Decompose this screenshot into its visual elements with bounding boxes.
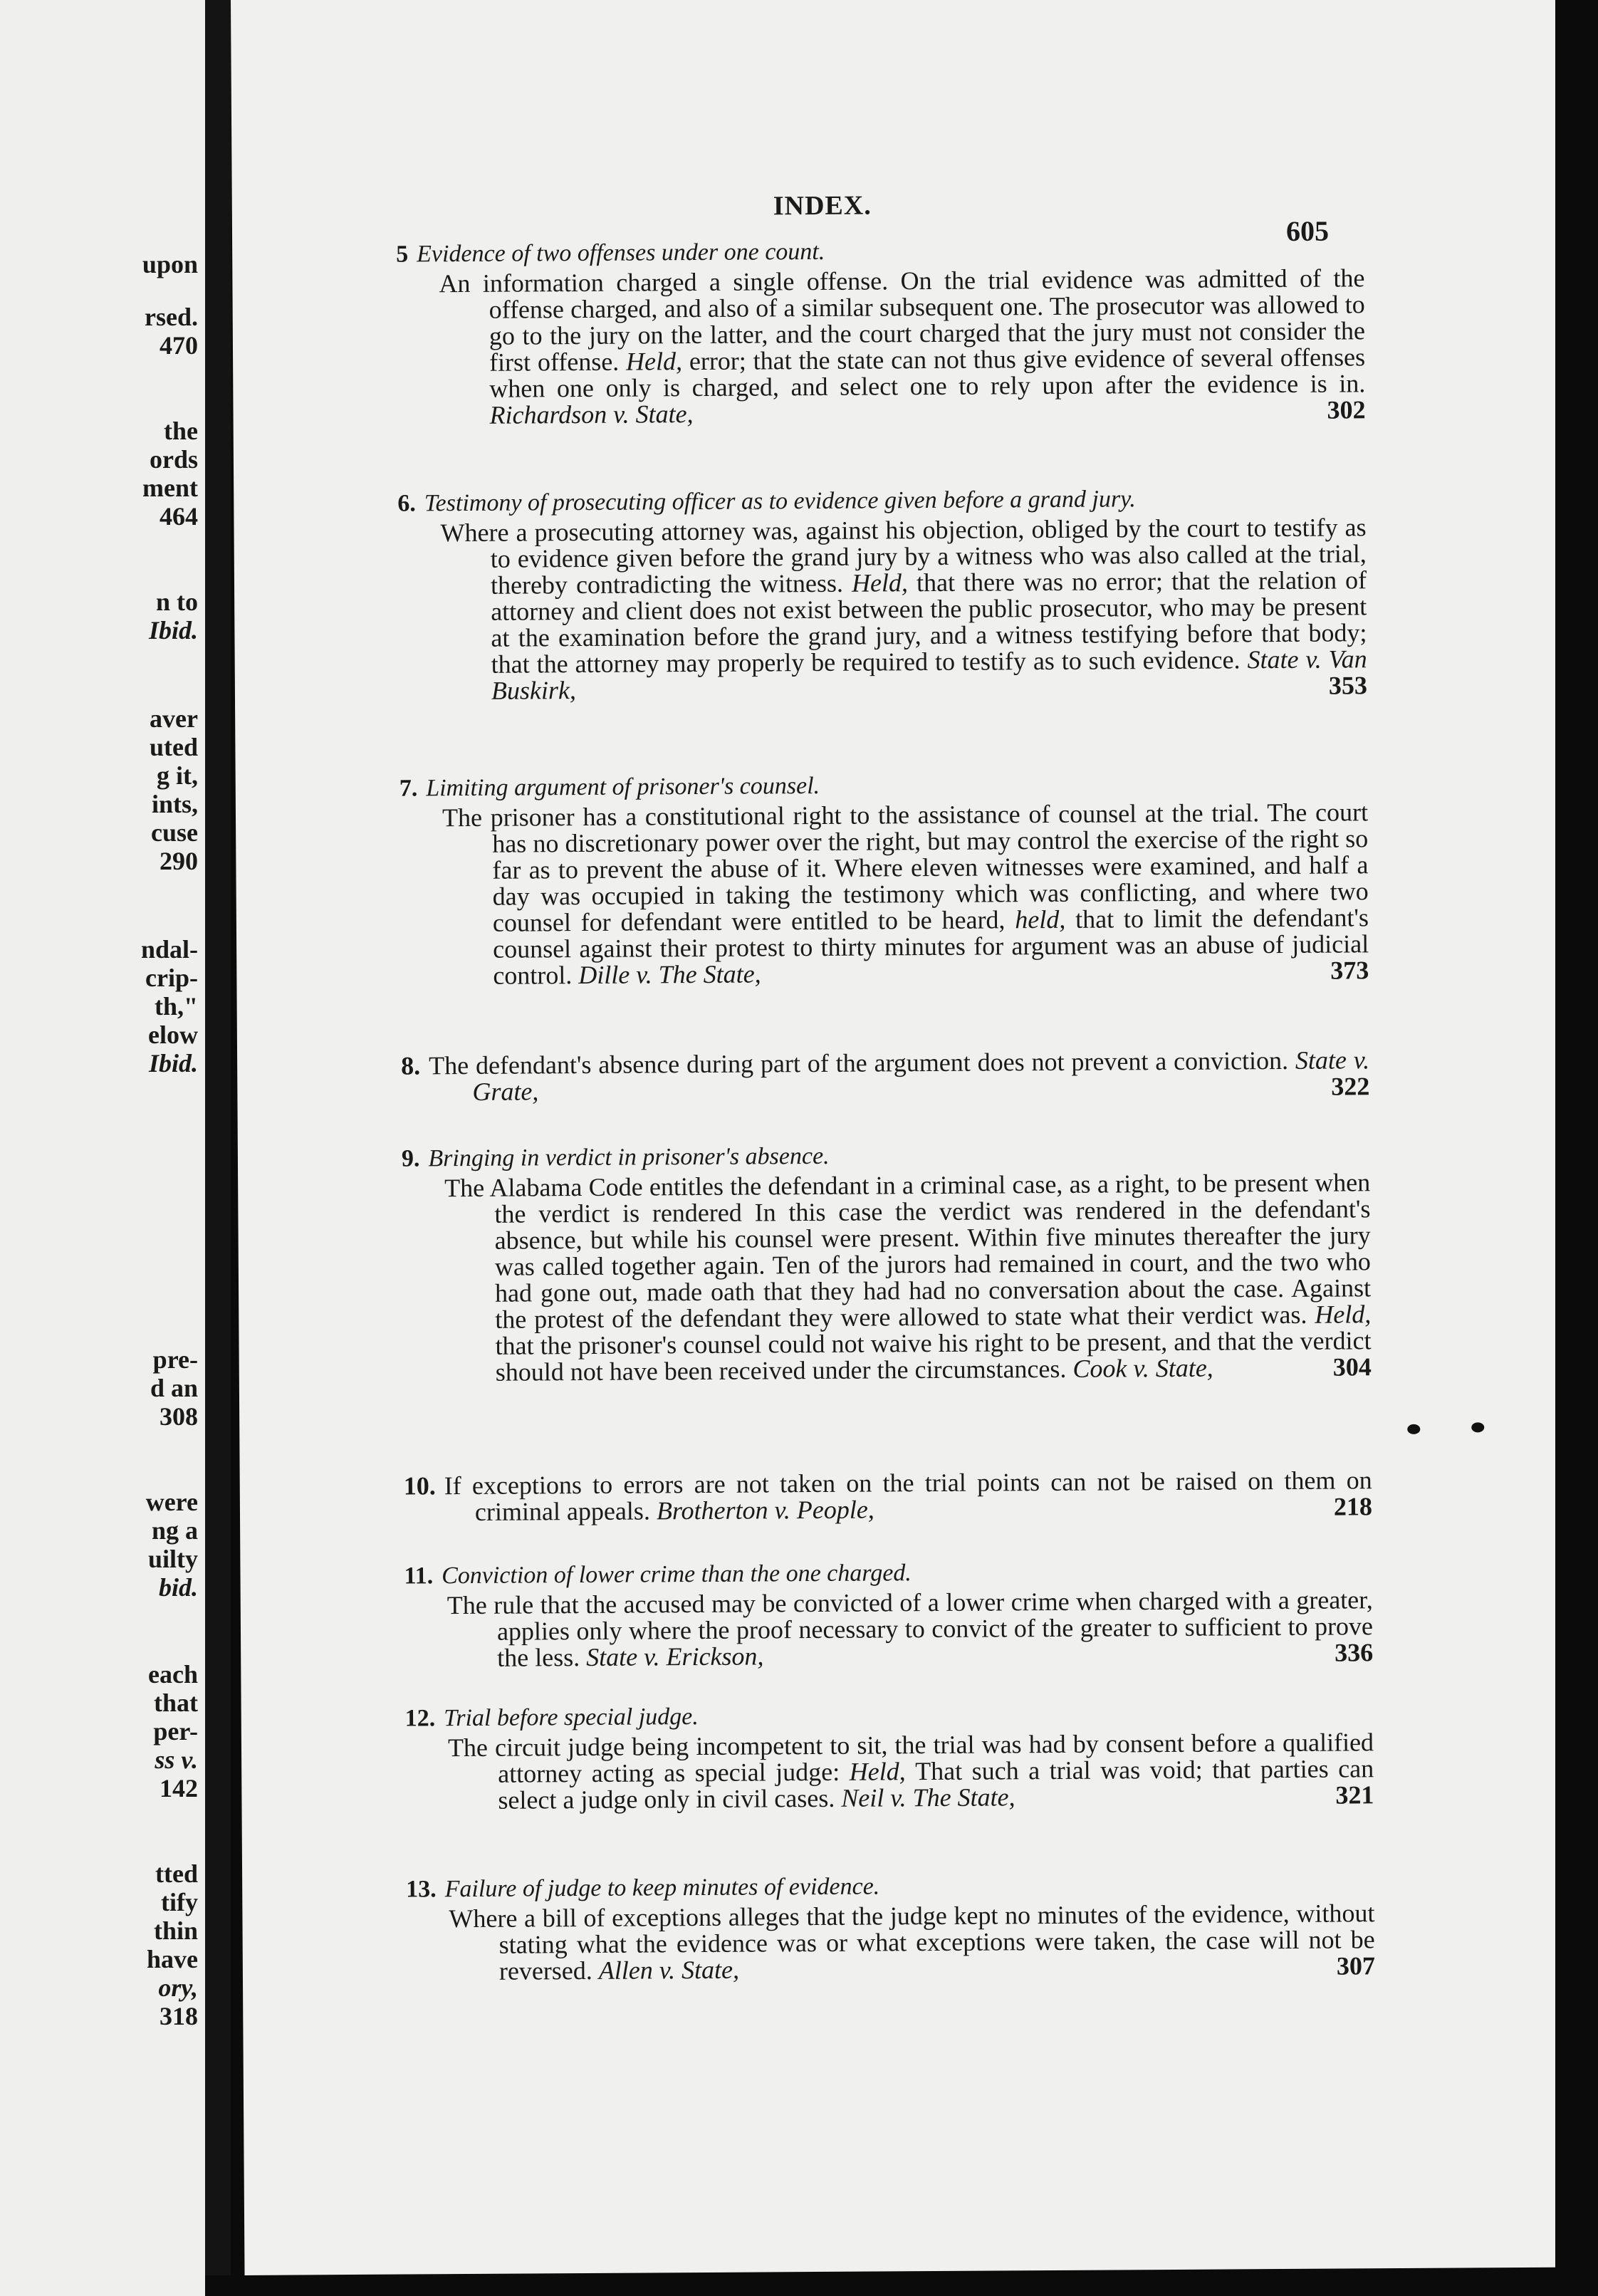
case-citation: State v. Erickson, xyxy=(586,1642,764,1671)
index-entry xyxy=(402,1139,1372,1386)
citation-page: 302 xyxy=(1327,395,1366,424)
entry-text xyxy=(396,265,1365,429)
facing-page-fragment: d an xyxy=(150,1374,198,1402)
citation-page: 353 xyxy=(1328,671,1368,700)
case-citation: Neil v. The State, xyxy=(841,1783,1015,1812)
case-citation: Dille v. The State, xyxy=(578,959,761,990)
entry-number: 13. xyxy=(406,1876,437,1903)
entry-topic: Evidence of two offenses under one count. xyxy=(417,238,825,268)
page-number: 605 xyxy=(1285,214,1330,247)
facing-page-fragment: upon xyxy=(142,250,198,278)
facing-page-fragment: pre- xyxy=(152,1345,198,1374)
entry-text xyxy=(401,1047,1369,1105)
citation-page: 307 xyxy=(1336,1951,1376,1981)
facing-page-fragment: bid. xyxy=(158,1573,198,1602)
held-label: Held, xyxy=(625,347,690,376)
entry-heading xyxy=(404,1557,1372,1590)
entry-number: 11. xyxy=(404,1562,434,1590)
facing-page-fragment: thin xyxy=(153,1916,198,1945)
entry-body: The prisoner has a constitutional right to the assistance of counsel at the trial. The court has no discretionary power over the right, but may control the exercise of the right so far as to prevent the abuse of it. Where eleven witnesses were examined, and half a day was occupied in taking the testimony which was conflicting, and where two counsel for defendant were entitled to be heard, xyxy=(442,798,1369,937)
facing-page-fragment: Ibid. xyxy=(148,616,198,645)
entry-number: 8. xyxy=(401,1051,421,1080)
entry-text xyxy=(404,1587,1374,1671)
entry-text xyxy=(397,514,1367,704)
entry-body-continued: error; that the state can not thus give evidence of several offenses when one only is charged, and select one to rely upon after the evidence is in. xyxy=(489,343,1366,403)
entry-topic: Failure of judge to keep minutes of evidence. xyxy=(444,1873,880,1903)
entry-number: 7. xyxy=(399,775,418,802)
citation-page: 321 xyxy=(1335,1780,1374,1810)
facing-page-fragment: ment xyxy=(142,474,198,502)
entry-body: The rule that the accused may be convicted of a lower crime when charged with a greater, applies only where the proof necessary to convict of the greater to sufficient to prove the less. xyxy=(446,1585,1374,1672)
entry-topic: Trial before special judge. xyxy=(444,1703,699,1732)
facing-page-fragment: uted xyxy=(149,733,198,761)
held-label: Held, xyxy=(1315,1300,1372,1329)
index-page xyxy=(231,0,1569,2275)
facing-page-fragment: were xyxy=(145,1488,198,1516)
entry-heading xyxy=(406,1870,1374,1903)
case-citation: State v. Grate, xyxy=(472,1045,1370,1106)
facing-page-fragment: the xyxy=(164,417,198,445)
facing-page-fragment: cuse xyxy=(151,818,198,847)
facing-page-fragment: tify xyxy=(161,1888,198,1916)
entry-body: Where a prosecuting attorney was, against his objection, obliged by the court to testify as to evidence given before the grand jury by a witness who was also called at the trial, thereby contradicting the witness. xyxy=(440,513,1367,600)
entry-text xyxy=(402,1169,1372,1386)
index-entry xyxy=(404,1557,1373,1671)
entry-number: 6. xyxy=(397,490,416,517)
entry-body: The defendant's absence during part of the argument does not prevent a conviction. xyxy=(429,1045,1296,1080)
entry-body-continued: That such a trial was void; that parties can select a judge only in civil cases. xyxy=(498,1754,1374,1815)
facing-page-fragment: 308 xyxy=(160,1402,198,1431)
entry-number: 5 xyxy=(396,241,409,268)
facing-page-fragment: ory, xyxy=(158,1973,198,2002)
facing-page-fragment: 318 xyxy=(160,2002,198,2030)
ink-spot xyxy=(1407,1424,1420,1434)
entry-text xyxy=(400,799,1369,989)
index-entry xyxy=(405,1699,1374,1814)
facing-page-fragments xyxy=(0,0,205,2296)
entry-topic: Testimony of prosecuting officer as to evidence given before a grand jury. xyxy=(424,486,1136,517)
entry-text xyxy=(405,1729,1374,1814)
facing-page-fragment: crip- xyxy=(145,964,198,992)
facing-page-fragment: rsed. xyxy=(145,303,198,331)
facing-page-fragment: 464 xyxy=(160,502,198,531)
held-label: Held, xyxy=(849,1757,916,1786)
index-entry xyxy=(396,235,1366,429)
facing-page-fragment: g it, xyxy=(157,761,198,790)
entry-heading xyxy=(402,1139,1370,1172)
facing-page-fragment: have xyxy=(147,1945,198,1973)
facing-page-fragment: n to xyxy=(155,588,198,616)
index-entry xyxy=(400,769,1369,989)
facing-page-fragment: ints, xyxy=(151,790,198,818)
held-label: Held, xyxy=(851,568,917,598)
citation-page: 304 xyxy=(1332,1352,1372,1382)
book-gutter xyxy=(205,0,231,2296)
entry-body-continued: that to limit the defendant's counsel against their protest to thirty minutes for argument was an abuse of judicial control. xyxy=(493,903,1369,990)
entry-topic: Limiting argument of prisoner's counsel. xyxy=(426,772,820,802)
entry-number: 10. xyxy=(403,1471,436,1501)
facing-page-fragment: that xyxy=(154,1689,198,1717)
case-citation: Richardson v. State, xyxy=(489,400,694,429)
citation-page: 373 xyxy=(1330,956,1369,985)
case-citation: Cook v. State, xyxy=(1072,1353,1213,1383)
entry-body-continued: that the prisoner's counsel could not waive his right to be present, and that the verdict should not have been received under the circumstances. xyxy=(495,1326,1372,1387)
ink-spot xyxy=(1471,1422,1484,1432)
entry-body: An information charged a single offense. On the trial evidence was admitted of the offense charged, and also of a similar subsequent one. The prosecutor was allowed to go to the jury on the latter, and the court charged that the jury must not consider the first offense. xyxy=(439,263,1365,377)
index-entry xyxy=(406,1870,1375,1985)
held-label: held, xyxy=(1015,904,1076,934)
index-entry xyxy=(401,1047,1369,1105)
scan-border xyxy=(1555,0,1598,2296)
facing-page-fragment: 290 xyxy=(160,847,198,875)
facing-page-fragment: Ibid. xyxy=(148,1049,198,1077)
citation-page: 322 xyxy=(1331,1072,1370,1101)
facing-page-fragment: ng a xyxy=(151,1516,198,1545)
facing-page-fragment: elow xyxy=(148,1021,198,1049)
facing-page-fragment: th," xyxy=(155,992,198,1021)
entry-text xyxy=(406,1900,1375,1985)
facing-page-fragment: ords xyxy=(149,445,198,474)
facing-page-fragment: each xyxy=(148,1660,198,1689)
facing-page-fragment: tted xyxy=(155,1859,198,1888)
index-entry xyxy=(404,1467,1372,1525)
case-citation: State v. Van Buskirk, xyxy=(491,645,1367,705)
citation-page: 218 xyxy=(1333,1492,1373,1521)
entry-number: 9. xyxy=(401,1145,420,1172)
page-header: INDEX. xyxy=(773,190,872,221)
entry-text xyxy=(404,1467,1372,1525)
scan-border xyxy=(205,2275,1598,2296)
facing-page-fragment: ndal- xyxy=(140,935,198,964)
entry-body-continued: that there was no error; that the relation of attorney and client does not exist between the public prosecutor, who may be present at the examination before the grand jury, and a witness testifying before that body; that the attorney may properly be required to testify as to such evidence. xyxy=(491,565,1367,679)
facing-page-fragment: aver xyxy=(150,704,198,733)
facing-page-fragment: ss v. xyxy=(155,1746,198,1774)
facing-page-fragment: uilty xyxy=(147,1545,198,1573)
entry-body: The circuit judge being incompetent to sit, the trial was had by consent before a qualified attorney acting as special judge: xyxy=(447,1728,1374,1788)
entry-heading xyxy=(396,235,1364,268)
facing-page-fragment: per- xyxy=(153,1717,198,1746)
entry-topic: Bringing in verdict in prisoner's absence. xyxy=(428,1142,830,1172)
entry-heading xyxy=(397,484,1366,517)
entry-heading xyxy=(400,769,1368,802)
entry-number: 12. xyxy=(404,1705,436,1732)
entry-body: The Alabama Code entitles the defendant in a criminal case, as a right, to be present when the verdict is rendered In this case the verdict was rendered in the defendant's absence, but while his counsel were present. Within five minutes thereafter the jury was called together again. Ten of the jurors had remained in court, and the two who had gone out, made oath that they had had no conversation about the case. Against the protest of the defendant they were allowed to state what their verdict was. xyxy=(444,1168,1372,1334)
entry-heading xyxy=(405,1699,1374,1732)
facing-page xyxy=(0,0,205,2296)
citation-page: 336 xyxy=(1335,1638,1374,1667)
entry-body: Where a bill of exceptions alleges that the judge kept no minutes of the evidence, without stating what the evidence was or what exceptions were taken, the case will not be reversed. xyxy=(449,1899,1375,1985)
index-entry xyxy=(397,484,1367,704)
entry-body: If exceptions to errors are not taken on the trial points can not be raised on them on criminal appeals. xyxy=(444,1466,1372,1526)
facing-page-fragment: 470 xyxy=(160,331,198,360)
case-citation: Brotherton v. People, xyxy=(656,1495,874,1525)
facing-page-fragment: 142 xyxy=(160,1774,198,1802)
case-citation: Allen v. State, xyxy=(598,1955,740,1985)
entry-topic: Conviction of lower crime than the one charged. xyxy=(442,1560,912,1590)
